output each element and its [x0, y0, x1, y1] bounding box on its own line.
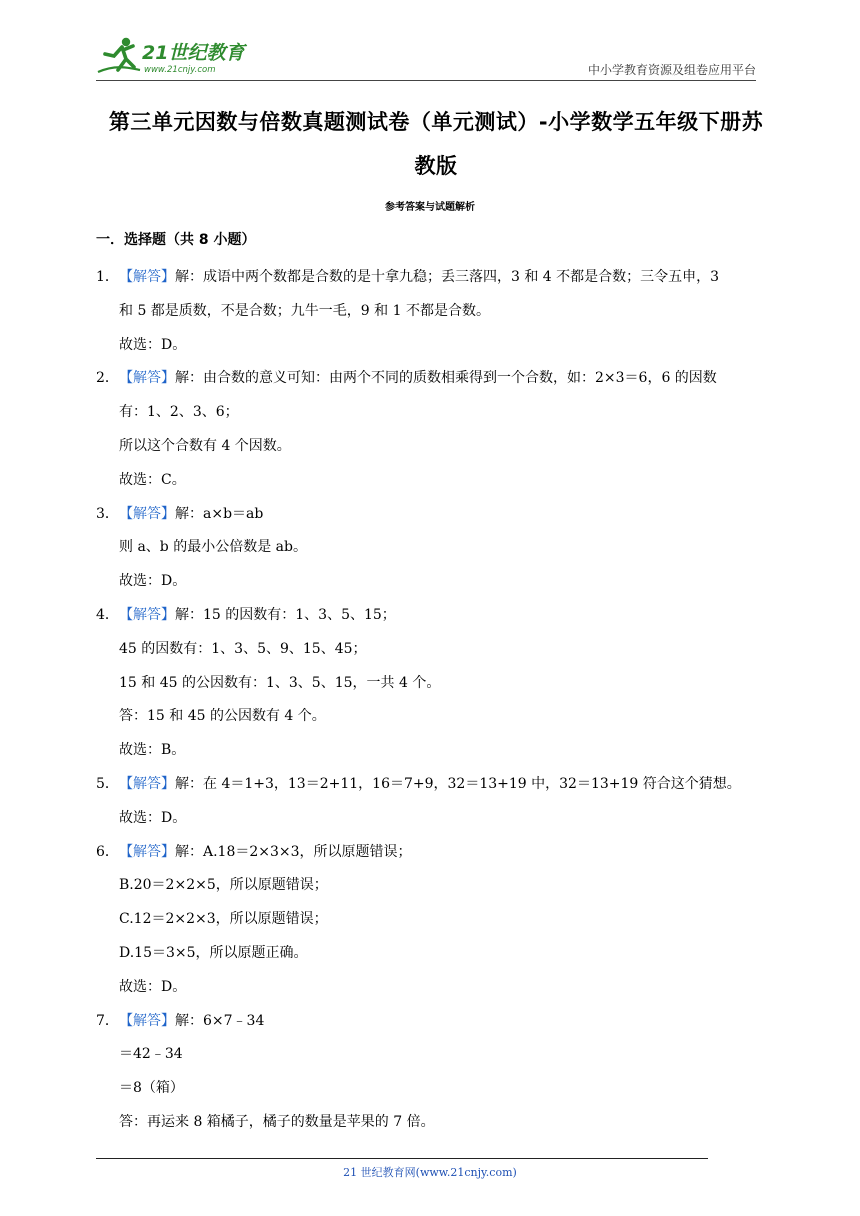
- answer-line: 故选：D。: [119, 809, 187, 826]
- answer-text: 解：15 的因数有：1、3、5、15；: [175, 606, 396, 623]
- answer-line: ＝42﹣34: [119, 1046, 183, 1063]
- answer-first-line: [96, 836, 768, 870]
- answer-first-line: [96, 362, 768, 396]
- question-answer-item: [96, 1005, 768, 1140]
- answer-line: 15 和 45 的公因数有：1、3、5、15，一共 4 个。: [119, 674, 441, 691]
- answer-text: 解：成语中两个数都是合数的是十拿九稳；丢三落四，3 和 4 不都是合数；三令五申，3: [175, 269, 720, 285]
- question-number: 6．: [96, 843, 119, 860]
- question-number: 1．: [96, 269, 119, 285]
- answer-line: 则 a、b 的最小公倍数是 ab。: [119, 539, 307, 556]
- question-number: 4．: [96, 606, 119, 623]
- answer-line: ＝8（箱）: [119, 1080, 184, 1097]
- question-number: 5．: [96, 775, 119, 792]
- answer-line: 故选：D。: [119, 573, 187, 590]
- answer-first-line: [96, 1005, 768, 1039]
- site-logo: [96, 34, 266, 80]
- section-heading: 一．选择题（共 8 小题）: [96, 232, 256, 248]
- answer-tag: 【解答】: [119, 269, 175, 285]
- answer-tag: 【解答】: [119, 1012, 175, 1029]
- answer-first-line: [96, 599, 768, 633]
- answer-first-line: [96, 498, 768, 532]
- answer-text: 解：a×b＝ab: [175, 505, 264, 522]
- answer-line: C.12＝2×2×3，所以原题错误；: [119, 911, 328, 928]
- answer-text: 解：由合数的意义可知：由两个不同的质数相乘得到一个合数，如：2×3＝6，6 的因数: [175, 370, 717, 387]
- answer-line: 故选：B。: [119, 742, 186, 759]
- question-answer-item: [96, 362, 768, 497]
- question-answer-item: [96, 261, 768, 362]
- answer-line: 和 5 都是质数，不是合数；九牛一毛，9 和 1 不都是合数。: [119, 302, 490, 319]
- answer-first-line: [96, 768, 768, 802]
- question-answer-item: [96, 498, 768, 599]
- footer-divider: [96, 1158, 708, 1159]
- answer-tag: 【解答】: [119, 775, 175, 792]
- answer-text: 解：A.18＝2×3×3，所以原题错误；: [175, 843, 412, 860]
- question-answer-item: [96, 836, 768, 1005]
- answer-tag: 【解答】: [119, 370, 175, 387]
- answer-line: D.15＝3×5，所以原题正确。: [119, 944, 308, 961]
- answer-line: 故选：D。: [119, 978, 187, 995]
- question-number: 7．: [96, 1012, 119, 1029]
- question-answer-item: [96, 768, 768, 836]
- question-number: 3．: [96, 505, 119, 522]
- question-number: 2．: [96, 370, 119, 387]
- answer-line: 故选：D。: [119, 336, 187, 353]
- answer-line: 45 的因数有：1、3、5、9、15、45；: [119, 640, 367, 657]
- page-title: [96, 100, 776, 188]
- question-answer-item: [96, 599, 768, 768]
- answer-tag: 【解答】: [119, 505, 175, 522]
- answer-list: [96, 261, 768, 1140]
- answer-text: 解：6×7﹣34: [175, 1012, 265, 1029]
- answer-line: 故选：C。: [119, 471, 186, 488]
- runner-logo-icon: [96, 34, 266, 80]
- title-line-1: 第三单元因数与倍数真题测试卷（单元测试）-小学数学五年级下册苏: [108, 110, 764, 134]
- answer-line: 所以这个合数有 4 个因数。: [119, 437, 291, 454]
- answer-line: 有：1、2、3、6；: [119, 404, 239, 421]
- answer-tag: 【解答】: [119, 606, 175, 623]
- answer-text: 解：在 4＝1+3，13＝2+11，16＝7+9，32＝13+19 中，32＝13+19 符合这个猜想。: [175, 775, 741, 792]
- answer-tag: 【解答】: [119, 843, 175, 860]
- answer-line: 答：15 和 45 的公因数有 4 个。: [119, 708, 326, 725]
- title-line-2: 教版: [414, 154, 458, 178]
- header-divider: [96, 80, 756, 81]
- svg-text:www.21cnjy.com: www.21cnjy.com: [144, 65, 216, 75]
- answer-line: 答：再运来 8 箱橘子，橘子的数量是苹果的 7 倍。: [119, 1113, 435, 1130]
- page-subtitle: 参考答案与试题解析: [385, 202, 475, 213]
- footer-link[interactable]: 21 世纪教育网(www.21cnjy.com): [343, 1166, 517, 1179]
- answer-first-line: [96, 261, 768, 295]
- svg-text:21世纪教育: 21世纪教育: [142, 42, 245, 64]
- answer-line: B.20＝2×2×5，所以原题错误；: [119, 877, 328, 894]
- header-tagline: 中小学教育资源及组卷应用平台: [587, 63, 756, 77]
